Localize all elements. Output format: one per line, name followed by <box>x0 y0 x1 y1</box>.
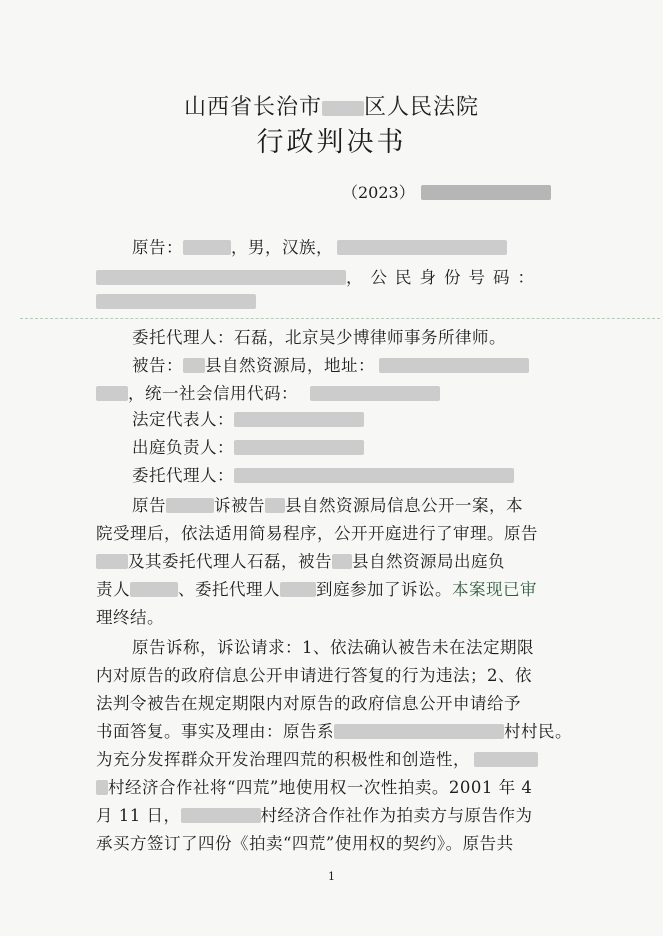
redaction <box>166 498 214 513</box>
document-title: 行政判决书 <box>256 127 407 158</box>
redaction <box>96 270 346 285</box>
paragraph-line: 原告 诉被告 县自然资源局信息公开一案，本 <box>132 496 523 515</box>
paragraph-line: 及其委托代理人石磊，被告 县自然资源局出庭负 <box>96 548 505 572</box>
plaintiff-line: 原告： ，男，汉族， <box>132 234 507 258</box>
redaction <box>234 440 364 455</box>
redaction <box>183 358 205 373</box>
plaintiff-agent-line: 委托代理人：石磊，北京吴少博律师事务所律师。 <box>132 328 506 347</box>
redaction <box>96 780 108 795</box>
paragraph-line: 月 11 日， 村经济合作社作为拍卖方与原告作为 <box>96 806 533 825</box>
paragraph-line: 理终结。 <box>96 608 164 627</box>
redaction <box>183 240 231 255</box>
redaction <box>234 412 364 427</box>
paragraph-line: 法判令被告在规定期限内对原告的政府信息公开申请给予 <box>96 694 521 713</box>
paragraph-line: 书面答复。事实及理由：原告系 村村民。 <box>96 722 572 741</box>
paragraph-line: 内对原告的政府信息公开申请进行答复的行为违法；2、依 <box>96 666 532 685</box>
legal-rep-line: 法定代表人： <box>132 406 364 430</box>
paragraph-line: 为充分发挥群众开发治理四荒的积极性和创造性， <box>96 746 538 770</box>
redaction <box>234 468 514 483</box>
paragraph-line: 承买方签订了四份《拍卖“四荒”使用权的契约》。原告共 <box>96 834 514 853</box>
plaintiff-id-line <box>96 292 256 311</box>
page-number: 1 <box>328 870 335 883</box>
redaction <box>421 185 551 200</box>
defendant-code-line: ，统一社会信用代码： <box>96 380 440 404</box>
paragraph-line: 院受理后，依法适用简易程序，公开开庭进行了审理。原告 <box>96 524 538 543</box>
redaction <box>310 386 440 401</box>
redaction <box>265 498 285 513</box>
redaction <box>96 386 128 401</box>
redaction <box>96 294 256 309</box>
redaction <box>334 724 504 739</box>
appearing-officer-line: 出庭负责人： <box>132 434 364 458</box>
defendant-line: 被告： 县自然资源局，地址： <box>132 352 529 376</box>
redaction <box>332 554 352 569</box>
redaction <box>130 582 178 597</box>
redaction <box>96 554 128 569</box>
paragraph-line: 原告诉称，诉讼请求：1、依法确认被告未在法定期限 <box>132 638 534 657</box>
redaction <box>337 240 507 255</box>
redaction <box>474 752 538 767</box>
redaction <box>322 101 364 116</box>
case-number: （2023） <box>342 180 551 203</box>
redaction <box>379 358 529 373</box>
redaction <box>280 582 316 597</box>
defendant-agent-line: 委托代理人： <box>132 462 514 486</box>
redaction <box>181 808 261 823</box>
paragraph-line: 村经济合作社将“四荒”地使用权一次性拍卖。2001 年 4 <box>96 774 532 798</box>
paragraph-line: 责人 、委托代理人 到庭参加了诉讼。本案现已审 <box>96 580 537 599</box>
scan-fold-line <box>20 318 660 320</box>
plaintiff-address-line: ，公民身份号码： <box>96 264 542 288</box>
court-name: 山西省长治市 区人民法院 <box>183 95 480 120</box>
